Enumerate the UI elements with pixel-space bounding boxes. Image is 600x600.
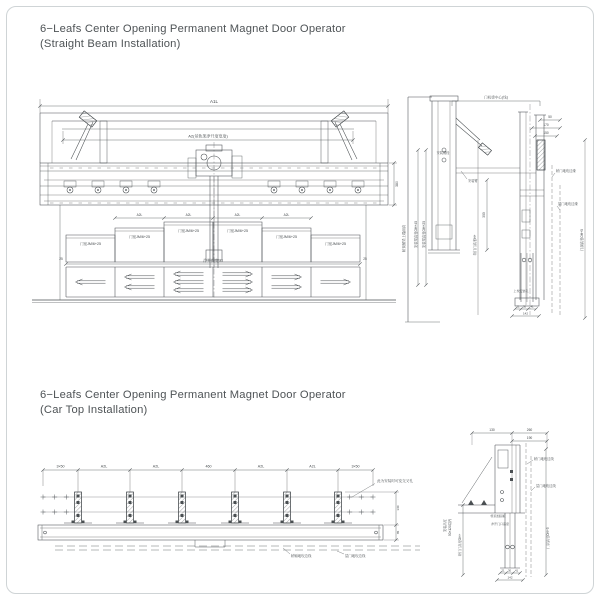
drawing1-title-line1: 6−Leafs Center Opening Permanent Magnet Door Operator [40,23,346,35]
left-brace [71,111,97,160]
dim-top-3: 460 [205,464,212,469]
v-door-height: 轿门门高度OH+ [458,533,462,557]
v-opening-height-label: 门洞高度OH+5 [580,229,584,251]
drawing1-title-line2: (Straight Beam Installation) [40,37,181,50]
label-landing-sill: 层门地坎边缘 [558,202,578,206]
label-sill-holes: 上坎安装孔 [513,289,529,293]
dim-50-label: 50 [548,115,552,119]
v-opening-height: 门洞高度OH+5 [546,527,550,549]
v-beam-h1-label: 安装梁高度OH+45 [414,220,418,248]
plan-view [38,465,420,559]
dim-top-left: 130 [489,428,495,432]
dim-track-label: A2(吊轨架净开度宽度) [188,133,228,139]
dim-total-label: 142 [507,575,513,580]
dim-a2l-label: A2L [136,213,143,217]
dim-bottom-1: 30 [507,568,512,573]
dim-bottom-2: 41 [530,304,534,309]
detail-column [458,445,525,513]
dim-25-label: 25 [59,257,63,261]
v-install-2: 50×120以内 [448,518,452,536]
dim-top-0: 3×50 [56,464,65,469]
dim-top-2: A2L [152,464,160,469]
drawing2-title-line2: (Car Top Installation) [40,403,148,416]
sill-column [456,112,546,305]
dim-top-1: A2L [100,464,108,469]
label-landing-sill: 层门地坎边线 [345,554,366,558]
dim-bottom-0: 21 [501,568,505,573]
section-view [401,95,587,323]
car-top-installation-drawing [28,420,595,598]
dim-bottom-0: 21 [516,304,520,309]
dim-right-lower: 35 [396,530,400,535]
drawing2-title [40,388,346,418]
label-car-sill: 轿门地坎边线 [534,457,554,461]
label-opening-height: 净开门口高度 [490,522,510,526]
mounting-arm [456,118,492,179]
dim-beam-height-label: 380 [395,181,399,187]
dim-a2l-label: A2L [234,213,241,217]
dim-top-inner: 190 [526,436,533,440]
dim-right-upper: 130 [396,505,400,511]
dim-a2l-label: A2L [185,213,192,217]
dim-center-label: 门机梁中心(线) [484,95,508,100]
dim-bottom-1: 30 [522,304,527,309]
door-direction-row [66,267,360,297]
hanger-column [428,96,460,253]
dim-total-label: 142 [522,311,529,316]
v-beam-h2-label: 安装梁高度OH+25 [422,220,426,248]
dim-clear-opening-label: 净开门宽JJ [203,258,223,263]
dim-overall-label: A1L [209,99,219,104]
label-car-sill: 轿厢地坎边线 [291,554,312,558]
front-view [32,99,399,303]
label-arm: 安装臂 [468,179,478,183]
v-install-1: 安装高度 [443,519,447,532]
v-door-height-label: 轿门门高度H+ [473,234,477,256]
dim-a2l-label: A2L [283,213,290,217]
label-top-plate: 轿顶加固板 [490,514,506,518]
panel-width-label: 门宽JM/6+25 [177,229,200,233]
label-landing-sill: 层门地坎边线 [536,484,556,488]
detail-view [442,428,556,582]
door-motor-assembly [185,142,242,298]
dim-top-5: A2L [309,464,316,469]
dim-top-6: 3×50 [351,464,360,469]
panel-width-label: 门宽JM/6+25 [324,242,347,246]
dim-top-right: 260 [526,428,533,432]
installation-note: 此为安装时可变交叉孔 [377,479,413,483]
panel-width-label: 门宽JM/6+25 [226,229,249,233]
dim-bottom-2: 41 [514,568,519,573]
car-top-beam [38,525,383,547]
belt-and-sill [515,253,539,306]
v-top-face-label: 轿顶横梁上端面高 [402,224,406,252]
dim-150-label: 150 [543,131,549,135]
dim-top-4: A2L [257,464,265,469]
drawing1-title [40,22,346,52]
alignment-crosses [41,495,376,515]
dim-25-label: 25 [363,257,367,261]
panel-width-label: 门宽JM/6+25 [128,235,151,239]
panel-width-label: 门宽JM/6+25 [275,235,298,239]
mounting-brackets [64,492,352,523]
dim-170-label: 170 [543,123,549,127]
v-300-label: 300 [482,212,486,218]
straight-beam-installation-drawing [28,85,595,335]
panel-width-label: 门宽JM/6+25 [79,242,102,246]
label-bolt: 安装螺栓 [436,151,450,155]
label-car-sill: 轿门地坎边缘 [556,169,576,173]
drawing2-title-line1: 6−Leafs Center Opening Permanent Magnet Door Operator [40,389,346,401]
